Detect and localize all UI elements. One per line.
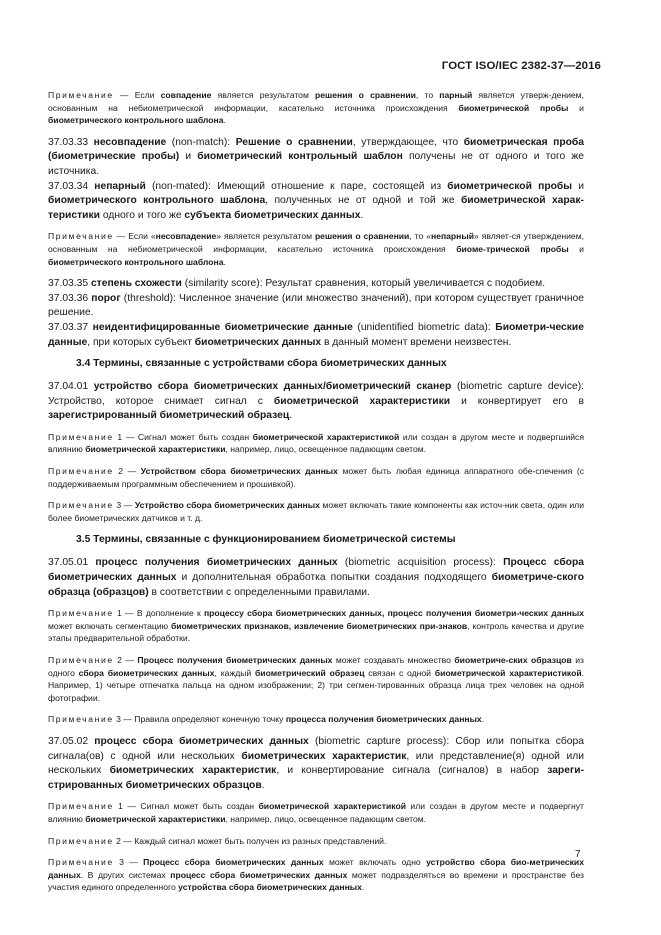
bold-term: устройства сбора биометрических данных: [178, 882, 362, 893]
note-label: Примечание: [48, 608, 114, 619]
bold-term: процесс сбора биометрических данных: [170, 869, 348, 880]
bold-term: биометрической харак-теристики: [48, 195, 584, 221]
text-run: . В других системах: [80, 869, 171, 880]
text-run: получены не от одного и того же источника.: [48, 151, 584, 177]
text-run: , то: [415, 90, 440, 100]
text-run: .: [223, 115, 226, 126]
text-run: (non-mated): Имеющий отношение к паре, состоящей из: [145, 180, 448, 192]
bold-term: процесса получения биометрических данных: [285, 714, 482, 725]
term-definition: [48, 292, 584, 321]
bold-term: Процесс получения биометрических данных: [137, 655, 333, 665]
text-run: (biometric capture device): Устройство, которое снимает сигнал с: [48, 381, 584, 407]
text-run: может быть любая единица аппаратного обе-спечения (с поддерживаемым программным обеспечением и прошивкой).: [48, 466, 584, 489]
bold-term: Решение о сравнении: [235, 136, 353, 148]
text-run: или создан в другом месте и подвергнут влиянию: [48, 801, 584, 824]
text-run: , например, лицо, освещенное падающим светом.: [225, 444, 427, 455]
text-run: и: [568, 243, 584, 254]
bold-term: Биометри-ческие данные: [48, 321, 584, 348]
text-run: 2 —: [113, 466, 141, 477]
text-run: 37.04.01: [48, 381, 94, 393]
bold-term: биометрическая проба (биометрические пробы): [48, 136, 584, 163]
bold-term: порог: [91, 292, 121, 304]
text-run: 2 — Каждый сигнал может быть получен из разных представлений.: [113, 835, 387, 846]
bold-term: Процесс сбора биометрических данных: [143, 857, 324, 868]
bold-term: совпадение: [160, 90, 212, 100]
text-run: , утверждающее, что: [352, 136, 464, 148]
note-paragraph: [48, 89, 584, 127]
text-run: и: [572, 180, 584, 192]
text-run: 3 — Правила определяют конечную точку: [113, 714, 286, 725]
text-run: — Если: [113, 90, 161, 100]
bold-term: биометрический контрольный шаблон: [197, 151, 403, 163]
bold-term: биометриче-ского образца (образцов): [48, 572, 584, 598]
text-run: .: [289, 410, 293, 422]
note-label: Примечание: [48, 835, 114, 846]
text-run: .: [223, 256, 226, 267]
text-run: , полученных не от одной и той же: [265, 195, 461, 207]
bold-term: процессу сбора биометрических данных, процесс получения биометри-ческих данных: [203, 608, 584, 619]
bold-term: сбора биометрических данных: [78, 667, 215, 678]
bold-term: парный: [439, 90, 473, 100]
note-paragraph: [48, 835, 584, 848]
note-label: Примечание: [48, 431, 114, 442]
text-run: . Например, 1) четыре отпечатка пальца на одном изображении; 2) три сегмен-тированных образца лица трех человек на одной фотографии.: [48, 667, 585, 703]
text-run: и: [179, 151, 198, 163]
bold-term: биометриче-ских образцов: [454, 655, 572, 665]
note-label: Примечание: [48, 500, 114, 511]
document-body: [48, 89, 584, 903]
bold-term: зарегистрированный биометрический образец: [48, 410, 290, 422]
bold-term: несовпадение: [155, 231, 217, 242]
bold-term: биометрических данных: [194, 336, 322, 348]
bold-term: Устройством сбора биометрических данных: [140, 466, 338, 477]
bold-term: биометрической характеристикой: [434, 667, 582, 678]
text-run: одного и того же: [99, 209, 185, 221]
text-run: , то «: [409, 231, 431, 242]
note-label: Примечание: [48, 714, 114, 725]
text-run: из одного: [48, 655, 584, 678]
text-run: .: [361, 882, 365, 893]
bold-term: устройство сбора биометрических данных/биометрический сканер: [93, 381, 452, 393]
term-definition: [48, 321, 584, 350]
term-definition: [48, 735, 584, 793]
text-run: 1 — Сигнал может быть создан: [113, 801, 259, 812]
text-run: (threshold): Численное значение (или множество значений), при котором существует граничное решение.: [48, 292, 584, 319]
text-run: » являет-ся утверждением, основанным на небиометрической информации, касательно источника происхождения: [48, 231, 584, 254]
bold-term: биометрической пробы: [447, 180, 573, 192]
note-paragraph: [48, 230, 584, 268]
text-run: , или представление(я) одной или нескольких: [48, 750, 584, 777]
page-number: 7: [575, 849, 581, 860]
text-run: — Если «: [113, 231, 156, 242]
bold-term: неидентифицированные биометрические данные: [92, 321, 353, 333]
bold-term: биометрической характеристики: [85, 813, 226, 824]
text-run: , например, лицо, освещенное падающим светом.: [225, 813, 427, 824]
text-run: (non-match):: [166, 136, 236, 148]
bold-term: биометрической характеристикой: [258, 801, 406, 812]
note-paragraph: [48, 607, 584, 645]
text-run: .: [360, 209, 364, 221]
text-run: , при которых субъект: [87, 336, 195, 348]
text-run: связан с одной: [364, 667, 435, 678]
text-run: и дополнительная обработка попытки создания подходящего: [176, 572, 492, 584]
bold-term: 3.4 Термины, связанные с устройствами сбора биометрических данных: [76, 358, 447, 370]
bold-term: зареги-стрированных биометрических образцов: [48, 765, 584, 791]
text-run: .: [261, 779, 265, 791]
bold-term: Устройство сбора биометрических данных: [134, 500, 320, 511]
text-run: » является результатом: [216, 231, 315, 242]
text-run: .: [481, 714, 485, 725]
note-paragraph: [48, 465, 584, 490]
text-run: и: [568, 102, 584, 113]
text-run: 37.05.02: [48, 735, 95, 747]
text-run: (biometric capture process): Сбор или попытка сбора сигнала(ов) с одной или нескольких: [48, 735, 584, 762]
note-paragraph: [48, 800, 584, 825]
text-run: может создавать множество: [332, 655, 455, 665]
text-run: (similarity score): Результат сравнения, который увеличивается с подобием.: [181, 278, 546, 290]
text-run: или создан в другом месте и подвергшийся влиянию: [48, 431, 584, 455]
note-paragraph: [48, 713, 584, 726]
note-paragraph: [48, 431, 584, 456]
text-run: , контроль качества и другие этапы предварительной обработки.: [48, 620, 584, 644]
bold-term: биометрической характеристики: [273, 395, 451, 407]
text-run: является результатом: [211, 90, 316, 100]
bold-term: Процесс сбора биометрических данных: [48, 557, 584, 584]
text-run: может включать сегментацию: [48, 620, 171, 631]
note-label: Примечание: [48, 857, 114, 868]
text-run: 37.03.37: [48, 321, 93, 333]
text-run: в данный момент времени неизвестен.: [321, 336, 512, 348]
note-label: Примечание: [48, 466, 114, 477]
bold-term: процесс получения биометрических данных: [95, 557, 338, 569]
term-definition: [48, 136, 584, 180]
bold-term: биометрических характеристик: [109, 765, 277, 777]
bold-term: устройство сбора био-метрических данных: [48, 857, 584, 880]
term-definition: [48, 380, 584, 424]
note-label: Примечание: [48, 231, 114, 242]
text-run: может подразделяться во времени и пространстве без участия единого определенного: [48, 869, 584, 893]
text-run: , и конвертирование сигнала (сигналов) в набор: [276, 765, 548, 777]
note-paragraph: [48, 499, 584, 524]
text-run: , каждый: [214, 667, 255, 678]
term-definition: [48, 556, 584, 600]
bold-term: биометрической пробы: [458, 102, 569, 113]
text-run: 37.03.35: [48, 278, 91, 290]
text-run: (biometric acquisition process):: [337, 557, 504, 569]
text-run: 37.03.33: [48, 136, 94, 148]
bold-term: решения о сравнении: [315, 90, 416, 100]
text-run: 37.03.36: [48, 292, 92, 304]
text-run: 1 — В дополнение к: [113, 608, 204, 619]
bold-term: 3.5 Термины, связанные с функционированием биометрической системы: [76, 534, 456, 546]
text-run: 1 — Сигнал может быть создан: [113, 431, 253, 442]
text-run: является утверж-дением, основанным на небиометрической информации, касательно источника происхождения: [48, 90, 584, 113]
bold-term: биоме-трической пробы: [456, 243, 569, 254]
bold-term: биометрического контрольного шаблона: [48, 115, 224, 126]
text-run: может включать одно: [323, 857, 427, 868]
text-run: (unidentified biometric data):: [352, 321, 496, 333]
term-definition: [48, 277, 584, 292]
term-definition: [48, 180, 584, 224]
text-run: и конвертирует его в: [450, 395, 584, 407]
note-label: Примечание: [48, 801, 114, 812]
bold-term: биометрических характеристик: [241, 750, 407, 762]
note-label: Примечание: [48, 655, 114, 665]
bold-term: биометрического контрольного шаблона: [48, 256, 224, 267]
bold-term: несовпадение: [93, 136, 167, 148]
section-heading: [76, 357, 584, 371]
section-heading: [76, 533, 584, 547]
bold-term: биометрической характеристикой: [252, 431, 400, 442]
note-label: Примечание: [48, 90, 114, 100]
bold-term: биометрической характеристики: [85, 444, 226, 455]
text-run: 37.05.01: [48, 557, 96, 569]
bold-term: процесс сбора биометрических данных: [94, 735, 309, 747]
text-run: 3 —: [113, 857, 144, 868]
document-header: ГОСТ ISO/IEC 2382-37—2016: [441, 60, 601, 72]
bold-term: биометрический образец: [254, 667, 365, 678]
bold-term: биометрических признаков, извлечение биометрических при-знаков: [170, 620, 468, 631]
text-run: 3 —: [113, 500, 135, 511]
bold-term: биометрического контрольного шаблона: [48, 195, 266, 207]
bold-term: непарный: [94, 180, 146, 192]
note-paragraph: [48, 856, 584, 894]
bold-term: решения о сравнении: [314, 231, 410, 242]
bold-term: субъекта биометрических данных: [184, 209, 361, 221]
bold-term: непарный: [430, 231, 474, 242]
text-run: в соответствии с определенными правилами.: [148, 586, 370, 598]
text-run: может включать такие компоненты как источ-ник света, один или более биометрических датчиков и т. д.: [48, 500, 585, 523]
text-run: 37.03.34: [48, 180, 95, 192]
note-paragraph: [48, 654, 584, 704]
bold-term: степень схожести: [90, 278, 182, 290]
text-run: 2 —: [113, 655, 138, 665]
